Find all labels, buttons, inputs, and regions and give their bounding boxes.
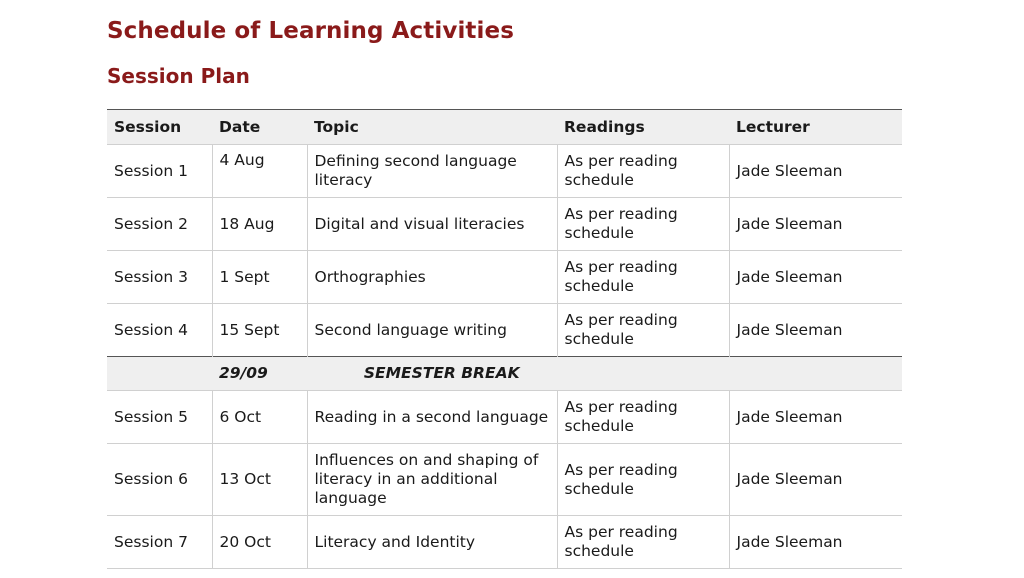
session-plan-table	[107, 109, 902, 569]
table-row	[107, 251, 902, 304]
header-readings: Readings	[564, 117, 645, 136]
cell-session: Session 5	[114, 407, 188, 426]
cell-date: 1 Sept	[212, 251, 307, 304]
cell-topic: Second language writing	[307, 304, 557, 357]
cell-lecturer: Jade Sleeman	[729, 391, 902, 444]
cell-readings: As per reading schedule	[557, 198, 729, 251]
cell-topic: Orthographies	[307, 251, 557, 304]
cell-topic: Reading in a second language	[307, 391, 557, 444]
cell-readings: As per reading schedule	[557, 391, 729, 444]
table-row	[107, 304, 902, 357]
cell-readings: As per reading schedule	[557, 444, 729, 516]
cell-readings: As per reading schedule	[557, 304, 729, 357]
table-row	[107, 198, 902, 251]
cell-date: 18 Aug	[212, 198, 307, 251]
cell-session: Session 2	[114, 214, 188, 233]
cell-topic: Digital and visual literacies	[307, 198, 557, 251]
section-subtitle: Session Plan	[107, 64, 250, 88]
break-date: 29/09	[219, 364, 268, 382]
cell-readings: As per reading schedule	[557, 251, 729, 304]
table-row	[107, 516, 902, 569]
cell-session: Session 6	[114, 470, 188, 488]
cell-lecturer: Jade Sleeman	[729, 516, 902, 569]
cell-readings: As per reading schedule	[557, 145, 729, 198]
cell-lecturer: Jade Sleeman	[729, 304, 902, 357]
cell-lecturer: Jade Sleeman	[729, 198, 902, 251]
cell-lecturer: Jade Sleeman	[729, 444, 902, 516]
cell-session: Session 3	[114, 267, 188, 286]
table-row	[107, 145, 902, 198]
cell-topic: Influences on and shaping of literacy in an additional language	[307, 444, 557, 516]
cell-lecturer: Jade Sleeman	[729, 251, 902, 304]
header-session: Session	[114, 117, 182, 136]
cell-topic: Defining second language literacy	[307, 145, 557, 198]
table-row	[107, 391, 902, 444]
header-topic: Topic	[314, 117, 359, 136]
cell-session: Session 4	[114, 320, 188, 339]
cell-session: Session 7	[114, 532, 188, 551]
cell-date: 6 Oct	[212, 391, 307, 444]
header-lecturer: Lecturer	[736, 117, 810, 136]
cell-date: 20 Oct	[212, 516, 307, 569]
header-date: Date	[219, 117, 261, 136]
cell-topic: Literacy and Identity	[307, 516, 557, 569]
cell-date: 4 Aug	[212, 145, 307, 198]
cell-date: 15 Sept	[212, 304, 307, 357]
table-row	[107, 444, 902, 516]
cell-session: Session 1	[114, 161, 188, 180]
cell-lecturer: Jade Sleeman	[729, 145, 902, 198]
break-label: SEMESTER BREAK	[363, 364, 520, 382]
page-title: Schedule of Learning Activities	[107, 18, 514, 44]
semester-break-row	[107, 357, 902, 391]
table-header-row	[107, 110, 902, 145]
cell-readings: As per reading schedule	[557, 516, 729, 569]
cell-date: 13 Oct	[212, 444, 307, 516]
